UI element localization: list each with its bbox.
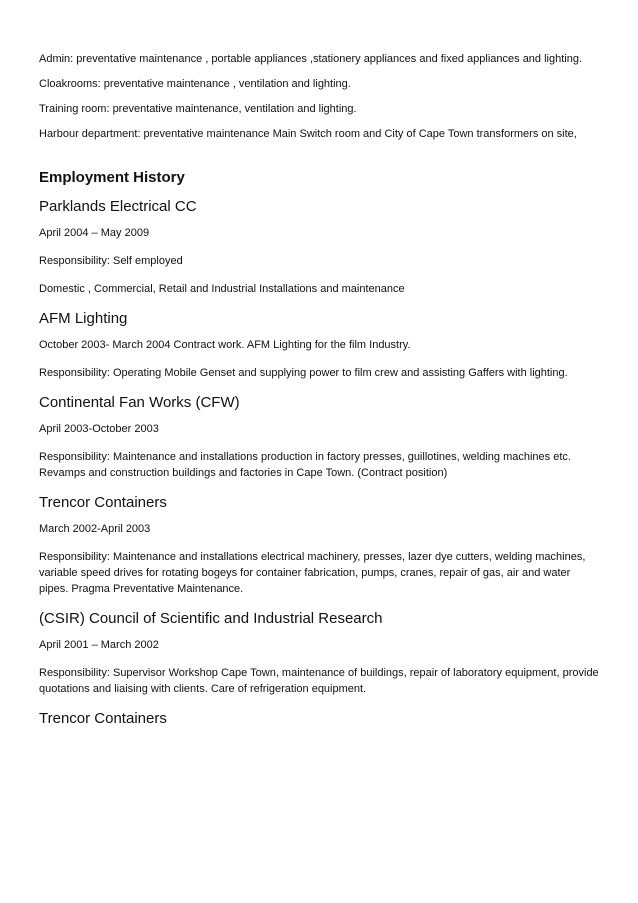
maintenance-list <box>39 51 601 142</box>
job-period: April 2003-October 2003 <box>39 423 159 435</box>
job-entry <box>39 309 601 381</box>
job-period: April 2001 – March 2002 <box>39 639 159 651</box>
job-entry <box>39 493 601 597</box>
job-responsibility: Responsibility: Maintenance and installations electrical machinery, presses, lazer dye cutters, welding machines, variable speed drives for rotating bogeys for container fabrication, pumps, cranes, repair of gas, air and water pipes. Pragma Preventative Maintenance. <box>39 551 586 595</box>
job-period: October 2003- March 2004 Contract work. AFM Lighting for the film Industry. <box>39 339 411 351</box>
job-entry <box>39 197 601 297</box>
maintenance-item-harbour: Harbour department: preventative maintenance Main Switch room and City of Cape Town transformers on site, <box>39 128 577 140</box>
employment-history-heading: Employment History <box>39 169 185 186</box>
job-company: Continental Fan Works (CFW) <box>39 394 240 411</box>
maintenance-item-training-room: Training room: preventative maintenance, ventilation and lighting. <box>39 103 357 115</box>
maintenance-item-cloakrooms: Cloakrooms: preventative maintenance , ventilation and lighting. <box>39 78 351 90</box>
job-company: Trencor Containers <box>39 710 167 727</box>
job-period: April 2004 – May 2009 <box>39 227 150 239</box>
maintenance-item-admin: Admin: preventative maintenance , portable appliances ,stationery appliances and fixed appliances and lighting. <box>39 53 583 65</box>
job-company: Parklands Electrical CC <box>39 198 197 215</box>
job-list <box>39 197 601 729</box>
job-period: March 2002-April 2003 <box>39 523 151 535</box>
job-responsibility: Responsibility: Self employed <box>39 255 183 267</box>
job-entry <box>39 393 601 481</box>
job-entry <box>39 609 601 697</box>
job-entry <box>39 709 601 729</box>
job-company: (CSIR) Council of Scientific and Industrial Research <box>39 610 383 627</box>
job-description: Domestic , Commercial, Retail and Industrial Installations and maintenance <box>39 283 405 295</box>
document-page <box>39 51 601 729</box>
job-company: Trencor Containers <box>39 494 167 511</box>
job-responsibility: Responsibility: Operating Mobile Genset and supplying power to film crew and assisting Gaffers with lighting. <box>39 367 568 379</box>
job-responsibility: Responsibility: Maintenance and installations production in factory presses, guillotines, welding machines etc. Revamps and construction buildings and factories in Cape Town. (Contract position) <box>39 451 571 479</box>
job-responsibility: Responsibility: Supervisor Workshop Cape Town, maintenance of buildings, repair of laboratory equipment, provide quotations and liaising with clients. Care of refrigeration equipment. <box>39 667 599 695</box>
job-company: AFM Lighting <box>39 310 128 327</box>
